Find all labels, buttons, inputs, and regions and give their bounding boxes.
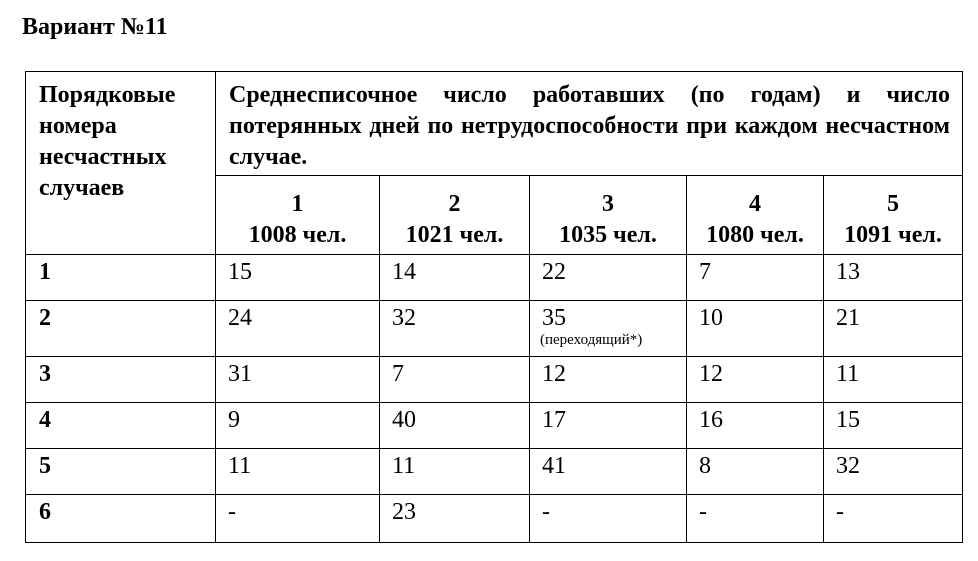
cell-value: 35 bbox=[542, 305, 566, 331]
year-number: 4 bbox=[749, 191, 761, 217]
table-row bbox=[26, 403, 963, 449]
year-workers: 1080 чел. bbox=[706, 222, 804, 248]
table-cell: 15 bbox=[824, 403, 963, 449]
year-number: 1 bbox=[291, 191, 304, 217]
table-cell: 22 bbox=[530, 255, 687, 301]
year-number: 3 bbox=[602, 191, 614, 217]
year-number: 2 bbox=[448, 191, 461, 217]
table-cell: 16 bbox=[687, 403, 824, 449]
table-cell: 17 bbox=[530, 403, 687, 449]
table-cell: 7 bbox=[380, 357, 530, 403]
table-row bbox=[26, 495, 963, 543]
case-number: 2 bbox=[26, 301, 216, 357]
table-cell: 12 bbox=[530, 357, 687, 403]
table-cell: - bbox=[216, 495, 380, 543]
year-header-4 bbox=[687, 176, 824, 255]
row-header-label: Порядковые номера несчастных случаев bbox=[26, 72, 216, 255]
table-cell: 11 bbox=[216, 449, 380, 495]
table-cell: 9 bbox=[216, 403, 380, 449]
table-cell: - bbox=[824, 495, 963, 543]
accident-table bbox=[25, 71, 963, 543]
table-cell: - bbox=[530, 495, 687, 543]
table-cell: 11 bbox=[824, 357, 963, 403]
transitional-note: (переходящий*) bbox=[540, 332, 643, 348]
table-cell: 31 bbox=[216, 357, 380, 403]
table-cell: 7 bbox=[687, 255, 824, 301]
table-cell: 14 bbox=[380, 255, 530, 301]
year-header-2 bbox=[380, 176, 530, 255]
year-workers: 1008 чел. bbox=[248, 222, 347, 248]
table-cell: 21 bbox=[824, 301, 963, 357]
table-cell: 10 bbox=[687, 301, 824, 357]
table-cell: 8 bbox=[687, 449, 824, 495]
year-workers: 1091 чел. bbox=[844, 222, 942, 248]
year-header-1 bbox=[216, 176, 380, 255]
table-cell: 23 bbox=[380, 495, 530, 543]
table-row bbox=[26, 449, 963, 495]
header-row-main bbox=[26, 72, 963, 176]
case-number: 1 bbox=[26, 255, 216, 301]
page-title: Вариант №11 bbox=[22, 14, 168, 40]
year-header-5 bbox=[824, 176, 963, 255]
table-cell: - bbox=[687, 495, 824, 543]
case-number: 5 bbox=[26, 449, 216, 495]
table-cell: 40 bbox=[380, 403, 530, 449]
table-cell: 24 bbox=[216, 301, 380, 357]
table-cell: 32 bbox=[824, 449, 963, 495]
year-workers: 1035 чел. bbox=[559, 222, 657, 248]
year-workers: 1021 чел. bbox=[405, 222, 504, 248]
year-header-3 bbox=[530, 176, 687, 255]
table-cell: 11 bbox=[380, 449, 530, 495]
table-cell: 32 bbox=[380, 301, 530, 357]
year-number: 5 bbox=[887, 191, 899, 217]
table-cell: 41 bbox=[530, 449, 687, 495]
table-row bbox=[26, 357, 963, 403]
table-cell: 12 bbox=[687, 357, 824, 403]
table-row bbox=[26, 301, 963, 357]
case-number: 6 bbox=[26, 495, 216, 543]
table-row bbox=[26, 255, 963, 301]
case-number: 4 bbox=[26, 403, 216, 449]
table-cell bbox=[530, 301, 687, 357]
table-cell: 13 bbox=[824, 255, 963, 301]
case-number: 3 bbox=[26, 357, 216, 403]
main-header: Среднесписочное число работавших (по годам) и число потерянных дней по нетрудоспособности при каждом несчастном случае. bbox=[216, 72, 963, 176]
table-cell: 15 bbox=[216, 255, 380, 301]
